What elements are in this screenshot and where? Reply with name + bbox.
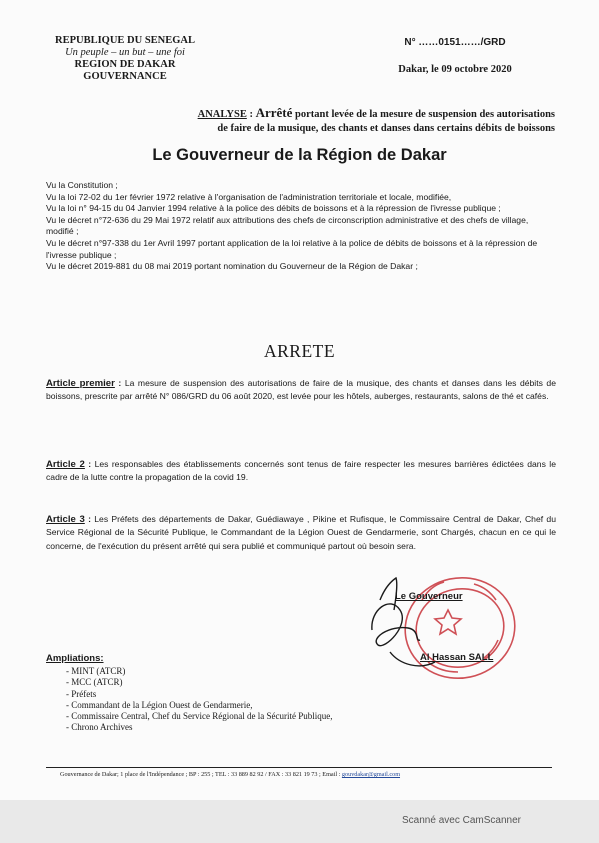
list-item: - Commissaire Central, Chef du Service Régional de la Sécurité Publique, <box>66 711 446 722</box>
arrete-heading: ARRETE <box>263 341 336 361</box>
region-line: REGION DE DAKAR <box>74 59 176 70</box>
analyse-separator: : <box>246 109 256 120</box>
republic-line: REPUBLIQUE DU SENEGAL <box>54 35 196 46</box>
page-title: Le Gouverneur de la Région de Dakar <box>152 146 447 164</box>
article-separator: : <box>84 459 95 469</box>
analyse-text-1: portant levée de la mesure de suspension des autorisations <box>292 109 555 120</box>
footer-email: gouvdakar@gmail.com <box>341 771 401 778</box>
ampliations <box>46 653 446 734</box>
list-item: - MINT (ATCR) <box>66 666 446 677</box>
considerant-3: Vu la loi n° 94-15 du 04 Janvier 1994 relative à la police des débits de boissons et à la répression de l'ivresse publique ; <box>46 203 501 214</box>
signatory-name-text: Al Hassan SALL <box>420 652 494 663</box>
ampliations-heading: Ampliations: <box>46 653 104 664</box>
signatory-title <box>395 591 525 602</box>
footer <box>60 771 560 778</box>
article-text: Les Préfets des départements de Dakar, Guédiawaye , Pikine et Rufisque, le Commissaire Central de Dakar, Chef du Service Régional de la Sécurité Publique, le Commandant de la Légion Ouest de Gendarmerie, sont Chargés, chacun en ce qui le concerne, de l'exécution du présent arrêté qui sera publié et communiqué partout où besoin sera. <box>46 514 556 551</box>
gouvernance-line: GOUVERNANCE <box>83 71 167 82</box>
list-item: - Chrono Archives <box>66 722 446 733</box>
reference-number: N° ……0151……/GRD <box>404 37 506 48</box>
scanner-watermark: Scanné avec CamScanner <box>402 815 521 826</box>
list-item: - MCC (ATCR) <box>66 677 446 688</box>
considerant-5: Vu le décret n°97-338 du 1er Avril 1997 portant application de la loi relative à la police de débits de boissons et à la répression de l'ivresse publique ; <box>46 237 538 260</box>
footer-divider <box>46 767 552 768</box>
letterhead <box>40 35 210 83</box>
analyse-block <box>150 106 555 136</box>
considerant-1: Vu la Constitution ; <box>46 180 118 190</box>
footer-address: Gouvernance de Dakar; 1 place de l'Indépendance ; BP : 255 ; TEL : 33 889 82 92 / FAX : 33 821 19 73 ; Email : <box>60 771 342 778</box>
analyse-keyword: Arrêté <box>255 105 293 120</box>
considerant-4: Vu le décret n°72-636 du 29 Mai 1972 relatif aux attributions des chefs de circonscription administrative et des chefs de village, modifié ; <box>46 214 529 237</box>
list-item: - Préfets <box>66 689 446 700</box>
article-separator: : <box>84 514 95 524</box>
document-date: Dakar, le 09 octobre 2020 <box>398 64 512 75</box>
article-separator: : <box>114 378 125 388</box>
article-text: Les responsables des établissements concernés sont tenus de faire respecter les mesures barrières édictées dans le cadre de la lutte contre la propagation de la covid 19. <box>46 459 556 483</box>
ampliations-list <box>66 666 446 734</box>
article-label: Article premier <box>46 378 115 389</box>
signatory-title-text: Le Gouverneur <box>395 591 463 602</box>
article-3 <box>46 513 556 553</box>
article-2 <box>46 458 556 485</box>
analyse-text-2: de faire de la musique, des chants et danses dans certains débits de boissons <box>217 123 555 134</box>
analyse-label: ANALYSE <box>197 109 247 120</box>
article-text: La mesure de suspension des autorisations de faire de la musique, des chants et danses dans les débits de boissons, prescrite par arrêté N° 086/GRD du 06 août 2020, est levée pour les hôtels, auberges, restaurants, salons de thé et cafés. <box>46 378 556 402</box>
list-item: - Commandant de la Légion Ouest de Gendarmerie, <box>66 700 446 711</box>
considerant-2: Vu la loi 72-02 du 1er février 1972 relative à l'organisation de l'administration territoriale et locale, modifiée, <box>46 191 452 202</box>
article-label: Article 3 <box>46 514 85 525</box>
motto: Un peuple – un but – une foi <box>65 47 185 58</box>
considerant-6: Vu le décret 2019-881 du 08 mai 2019 portant nomination du Gouverneur de la Région de Dakar ; <box>46 261 418 272</box>
considerants <box>46 180 556 273</box>
reference-block <box>380 36 530 77</box>
article-label: Article 2 <box>46 459 85 470</box>
article-premier <box>46 377 556 404</box>
